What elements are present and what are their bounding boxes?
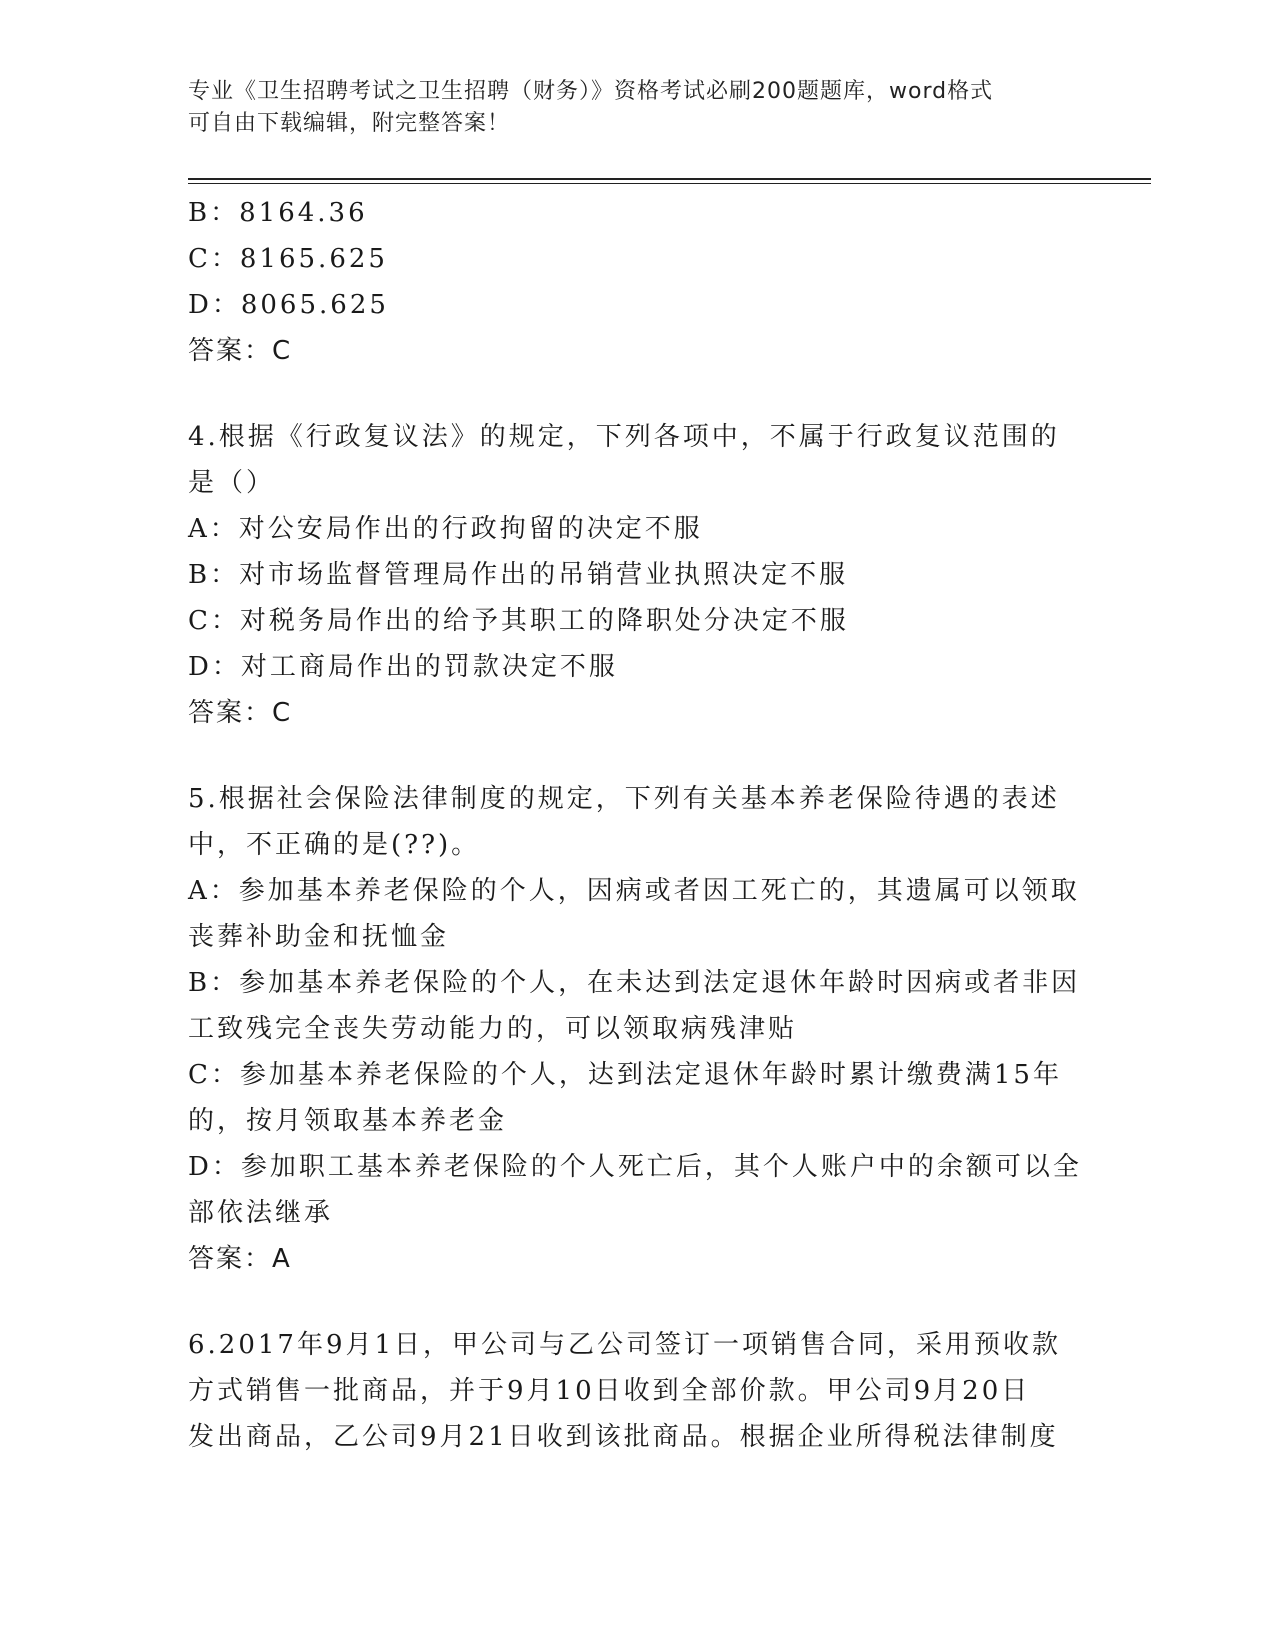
question-6 [188,1322,1078,1460]
q6-stem-line-1: 6.2017年9月1日，甲公司与乙公司签订一项销售合同，采用预收款 [188,1330,1062,1360]
question-3-continued [188,190,1078,374]
header-divider-thin [188,183,1151,184]
spacer [188,374,1078,414]
q4-stem-line-2: 是（） [188,468,276,498]
q6-stem-line-3: 发出商品，乙公司9月21日收到该批商品。根据企业所得税法律制度 [188,1422,1059,1452]
question-5 [188,776,1082,1282]
question-content [188,190,1082,1460]
q5-stem-line-2: 中，不正确的是(??)。 [188,830,481,860]
q5-option-a-line-2: 丧葬补助金和抚恤金 [188,922,450,952]
q5-option-b-line-1: B：参加基本养老保险的个人，在未达到法定退休年龄时因病或者非因 [188,968,1081,998]
spacer [188,1282,1078,1322]
q3-option-c: C：8165.625 [188,244,388,274]
q3-option-d: D：8065.625 [188,290,389,320]
q6-stem-line-2: 方式销售一批商品，并于9月10日收到全部价款。甲公司9月20日 [188,1376,1031,1406]
q3-answer: 答案：C [188,336,293,366]
q5-option-d-line-2: 部依法继承 [188,1198,334,1228]
q5-option-c-line-2: 的，按月领取基本养老金 [188,1106,508,1136]
q4-stem-line-1: 4.根据《行政复议法》的规定，下列各项中，不属于行政复议范围的 [188,422,1060,452]
document-header [188,76,1088,140]
q4-option-c: C：对税务局作出的给予其职工的降职处分决定不服 [188,606,849,636]
q4-answer: 答案：C [188,698,293,728]
q5-answer: 答案：A [188,1244,292,1274]
header-title-line-2: 可自由下载编辑，附完整答案！ [188,111,511,136]
q5-option-d-line-1: D：参加职工基本养老保险的个人死亡后，其个人账户中的余额可以全 [188,1152,1082,1182]
question-4 [188,414,1078,736]
q5-option-b-line-2: 工致残完全丧失劳动能力的，可以领取病残津贴 [188,1014,798,1044]
header-divider-thick [188,178,1151,180]
header-title-line-1: 专业《卫生招聘考试之卫生招聘（财务）》资格考试必刷200题题库，word格式 [188,79,994,104]
q5-stem-line-1: 5.根据社会保险法律制度的规定，下列有关基本养老保险待遇的表述 [188,784,1060,814]
spacer [188,736,1078,776]
q5-option-c-line-1: C：参加基本养老保险的个人，达到法定退休年龄时累计缴费满15年 [188,1060,1062,1090]
q4-option-d: D：对工商局作出的罚款决定不服 [188,652,618,682]
q5-option-a-line-1: A：参加基本养老保险的个人，因病或者因工死亡的，其遗属可以领取 [188,876,1080,906]
q4-option-a: A：对公安局作出的行政拘留的决定不服 [188,514,703,544]
q3-option-b: B：8164.36 [188,198,368,228]
q4-option-b: B：对市场监督管理局作出的吊销营业执照决定不服 [188,560,849,590]
